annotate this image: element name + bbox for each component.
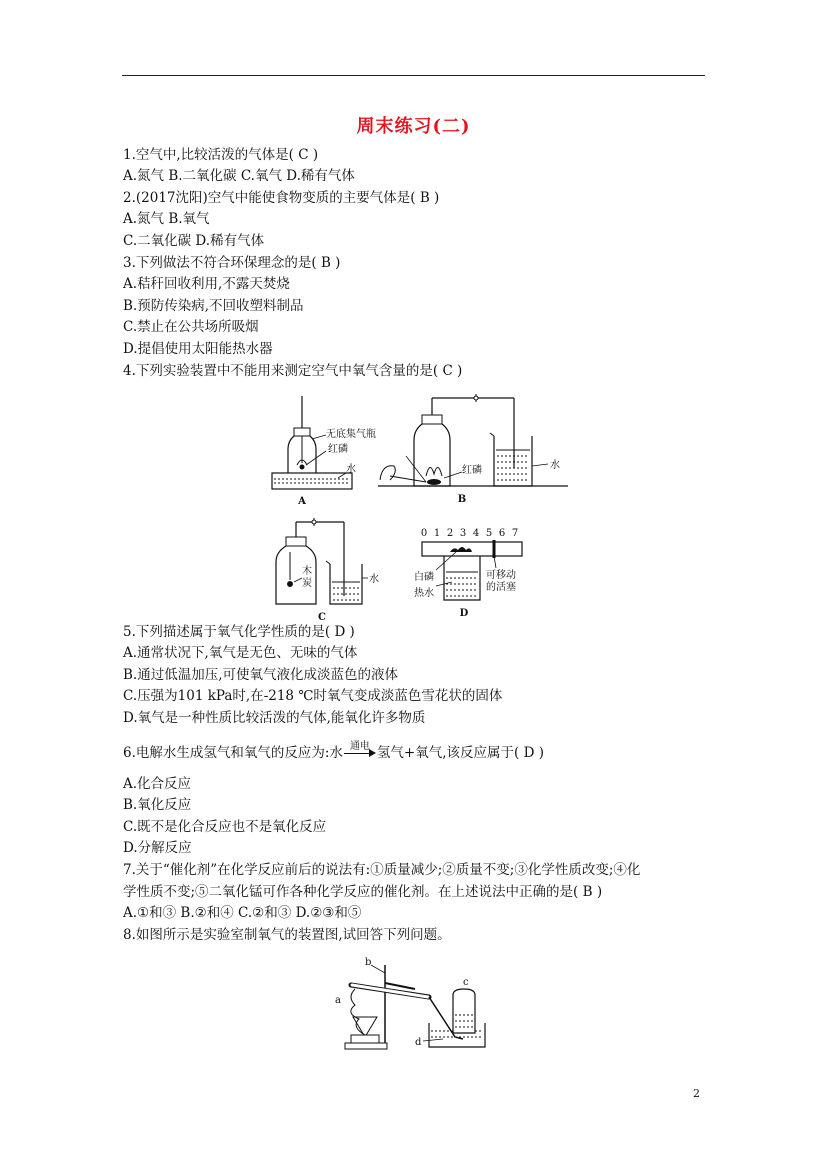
q8-label-d: d xyxy=(415,1037,422,1048)
figure-oxygen-apparatus xyxy=(325,955,500,1055)
q7-stem-line1: 7.关于“催化剂”在化学反应前后的说法有:①质量减少;②质量不变;③化学性质改变;④化 xyxy=(123,862,641,878)
figure-apparatus-a xyxy=(268,393,376,508)
q5-stem: 5.下列描述属于氧气化学性质的是( D ) xyxy=(123,624,355,640)
figd-scale xyxy=(421,528,518,539)
reaction-arrow xyxy=(343,743,377,763)
q5-option-d: D.氧气是一种性质比较活泼的气体,能氧化许多物质 xyxy=(123,710,426,726)
q8-stem: 8.如图所示是实验室制氧气的装置图,试回答下列问题。 xyxy=(123,927,451,943)
q6-stem-pre: 6.电解水生成氢气和氧气的反应为:水 xyxy=(123,745,343,761)
reaction-condition: 通电 xyxy=(349,741,370,752)
page-number: 2 xyxy=(693,1087,700,1100)
q8-label-c: c xyxy=(463,977,469,988)
q3-option-a: A.秸秆回收利用,不露天焚烧 xyxy=(123,276,290,292)
figd-scale-tick: 2 xyxy=(446,528,454,539)
page-title: 周末练习(二) xyxy=(356,116,471,137)
q4-stem: 4.下列实验装置中不能用来测定空气中氧气含量的是( C ) xyxy=(123,363,463,379)
figa-jar-label: 无底集气瓶 xyxy=(326,429,376,440)
q2-options-cd: C.二氧化碳 D.稀有气体 xyxy=(123,233,265,249)
figb-water-label: 水 xyxy=(550,460,560,471)
figa-letter: A xyxy=(298,496,306,507)
q8-label-b: b xyxy=(365,957,372,968)
q6-option-a: A.化合反应 xyxy=(123,776,192,792)
figa-water-label: 水 xyxy=(346,464,356,475)
q5-option-a: A.通常状况下,氧气是无色、无味的气体 xyxy=(123,645,358,661)
figd-white-phosphorus-label: 白磷 xyxy=(414,572,434,583)
figa-phosphorus-label: 红磷 xyxy=(328,444,348,455)
q1-options: A.氮气 B.二氧化碳 C.氧气 D.稀有气体 xyxy=(123,168,355,184)
figd-letter: D xyxy=(459,608,469,619)
q7-stem-line2: 学性质不变;⑤二氧化锰可作各种化学反应的催化剂。在上述说法中正确的是( B ) xyxy=(123,884,603,900)
figb-letter: B xyxy=(457,494,467,505)
figd-scale-tick: 0 xyxy=(420,528,428,539)
q3-stem: 3.下列做法不符合环保理念的是( B ) xyxy=(123,255,341,271)
figd-scale-tick: 6 xyxy=(498,528,506,539)
figure-apparatus-b xyxy=(376,390,571,508)
figd-scale-tick: 7 xyxy=(511,528,519,539)
q3-option-d: D.提倡使用太阳能热水器 xyxy=(123,341,273,357)
figc-water-label: 水 xyxy=(369,574,379,585)
q3-option-b: B.预防传染病,不回收塑料制品 xyxy=(123,298,304,314)
figd-hot-water-label: 热水 xyxy=(414,588,434,599)
q6-option-c: C.既不是化合反应也不是氧化反应 xyxy=(123,819,327,835)
header-rule xyxy=(122,75,705,76)
q7-options: A.①和③ B.②和④ C.②和③ D.②③和⑤ xyxy=(123,905,362,921)
q3-option-c: C.禁止在公共场所吸烟 xyxy=(123,319,259,335)
q6-stem-post: 氢气+氧气,该反应属于( D ) xyxy=(376,745,544,761)
q6-option-d: D.分解反应 xyxy=(123,840,192,856)
figd-piston-label-2: 的活塞 xyxy=(486,582,516,593)
q2-options-ab: A.氮气 B.氧气 xyxy=(123,211,210,227)
q5-option-c: C.压强为101 kPa时,在-218 ℃时氧气变成淡蓝色雪花状的固体 xyxy=(123,688,503,704)
q8-label-a: a xyxy=(335,995,341,1006)
figc-charcoal-label-1: 木 xyxy=(302,566,312,577)
figd-scale-tick: 1 xyxy=(433,528,441,539)
q6-stem xyxy=(123,743,544,763)
figd-scale-tick: 4 xyxy=(472,528,480,539)
q2-stem: 2.(2017沈阳)空气中能使食物变质的主要气体是( B ) xyxy=(123,190,440,206)
q1-stem: 1.空气中,比较活泼的气体是( C ) xyxy=(123,147,319,163)
figb-phosphorus-label: 红磷 xyxy=(462,465,482,476)
figd-piston-label-1: 可移动 xyxy=(486,570,516,581)
figd-scale-tick: 5 xyxy=(485,528,493,539)
figc-letter: C xyxy=(318,612,326,623)
figc-charcoal-label-2: 炭 xyxy=(302,578,312,589)
q5-option-b: B.通过低温加压,可使氧气液化成淡蓝色的液体 xyxy=(123,667,399,683)
figd-scale-tick: 3 xyxy=(459,528,467,539)
q6-option-b: B.氧化反应 xyxy=(123,797,192,813)
figure-apparatus-d xyxy=(408,526,533,624)
figure-apparatus-c xyxy=(258,508,388,626)
